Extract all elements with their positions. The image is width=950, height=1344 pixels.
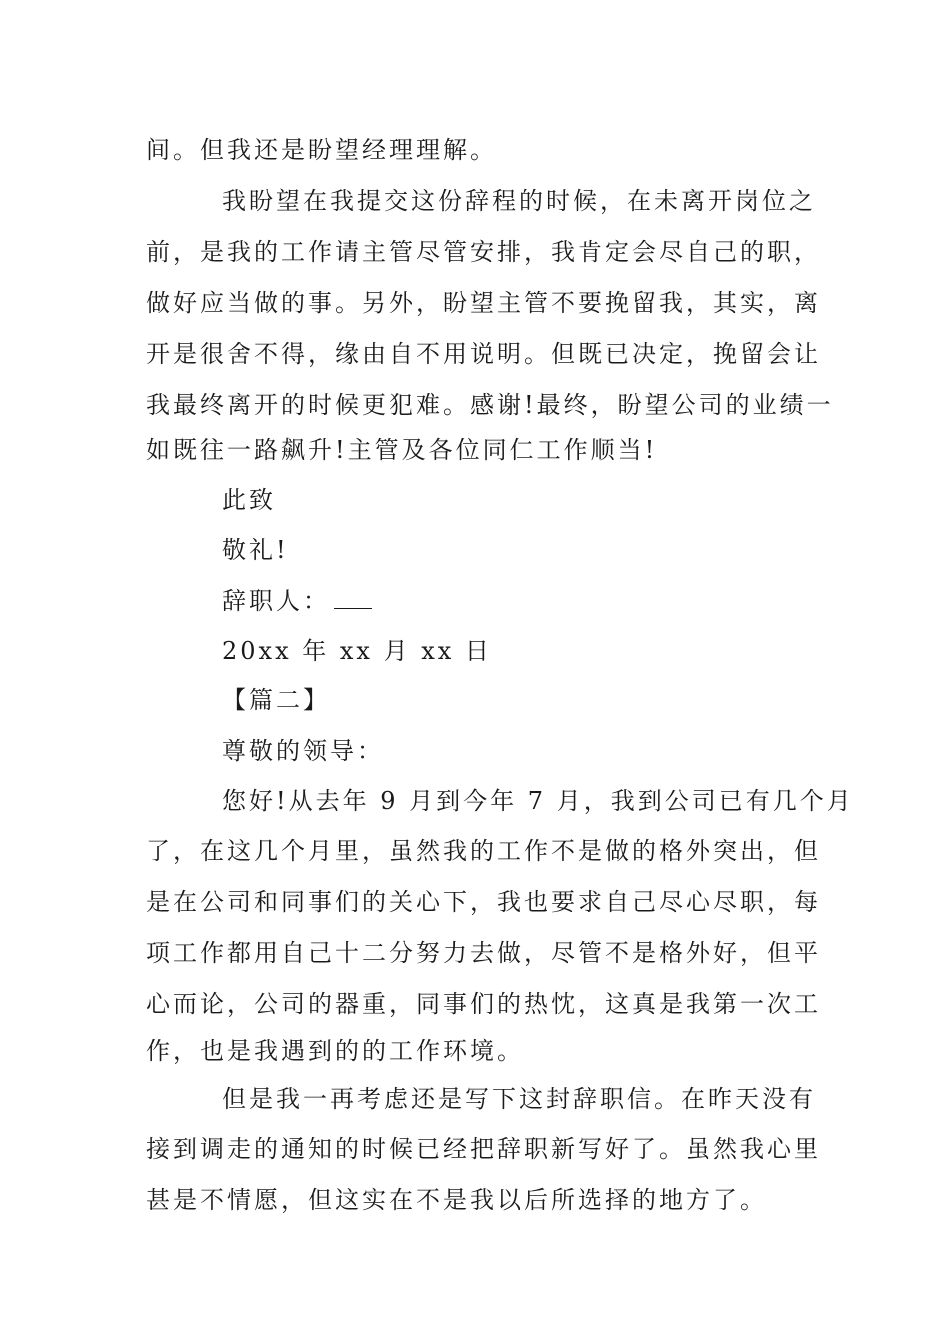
paragraph-line: 开是很舍不得，缘由自不用说明。但既已决定，挽留会让 [146,340,821,368]
paragraph-line: 接到调走的通知的时候已经把辞职新写好了。虽然我心里 [146,1135,821,1163]
closing-respect: 敬礼! [222,536,289,564]
greeting: 尊敬的领导： [222,737,384,765]
paragraph-line: 了，在这几个月里，虽然我的工作不是做的格外突出，但 [146,837,821,865]
paragraph-line: 前，是我的工作请主管尽管安排，我肯定会尽自己的职， [146,238,821,266]
signature-line [222,586,372,616]
paragraph-line: 作，也是我遇到的的工作环境。 [146,1037,524,1065]
paragraph-line: 甚是不情愿，但这实在不是我以后所选择的地方了。 [146,1186,767,1214]
closing-salutation: 此致 [222,486,276,514]
signature-label: 辞职人： [222,587,330,615]
paragraph-line: 如既往一路飙升!主管及各位同仁工作顺当! [146,436,658,464]
paragraph-line: 是在公司和同事们的关心下，我也要求自己尽心尽职，每 [146,888,821,916]
paragraph-line: 我盼望在我提交这份辞程的时候，在未离开岗位之 [222,187,816,215]
paragraph-line: 我最终离开的时候更犯难。感谢!最终，盼望公司的业绩一 [146,391,834,419]
date-line: 20xx 年 xx 月 xx 日 [222,637,492,665]
section-heading: 【篇二】 [222,686,330,714]
paragraph-line: 项工作都用自己十二分努力去做，尽管不是格外好，但平 [146,939,821,967]
paragraph-line: 心而论，公司的器重，同事们的热忱，这真是我第一次工 [146,990,821,1018]
paragraph-line: 间。但我还是盼望经理理解。 [146,136,497,164]
paragraph-line: 做好应当做的事。另外，盼望主管不要挽留我，其实，离 [146,289,821,317]
signature-blank [334,588,372,609]
paragraph-line: 您好!从去年 9 月到今年 7 月，我到公司已有几个月 [222,787,854,815]
paragraph-line: 但是我一再考虑还是写下这封辞职信。在昨天没有 [222,1085,816,1113]
